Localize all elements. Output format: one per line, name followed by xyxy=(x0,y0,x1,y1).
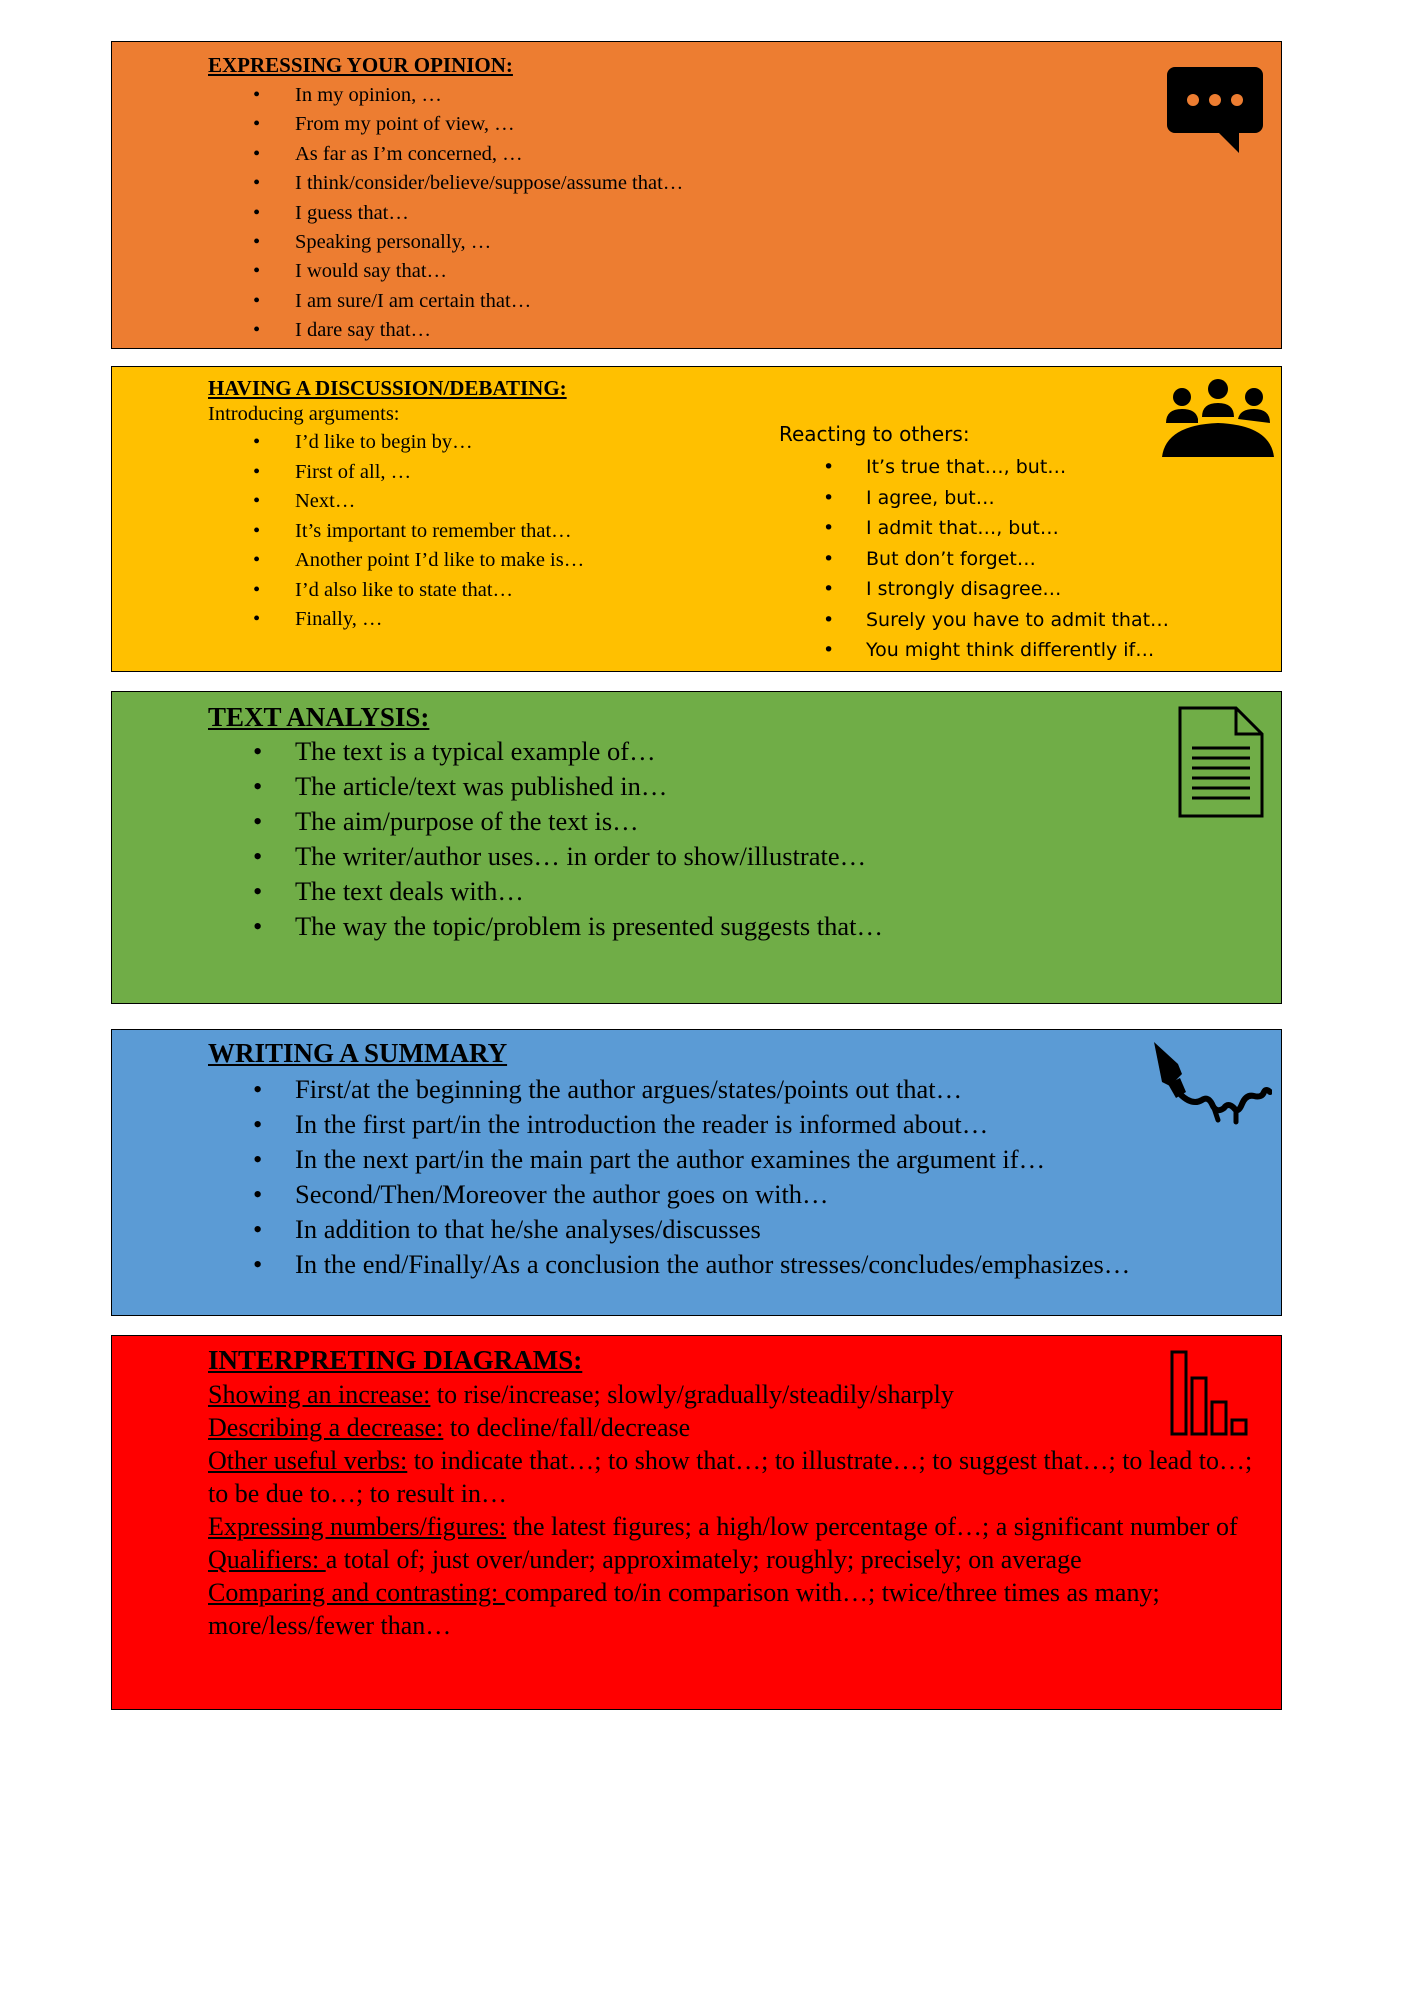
list-item: • It’s true that…, but… xyxy=(779,452,1169,483)
list-item: • First of all, … xyxy=(208,458,584,488)
list-item: • But don’t forget… xyxy=(779,544,1169,575)
text-analysis-section xyxy=(111,691,1282,1004)
diagram-phrase-line xyxy=(208,1444,1268,1510)
diagrams-title: INTERPRETING DIAGRAMS: xyxy=(208,1345,583,1375)
diagrams-lines xyxy=(208,1378,1268,1642)
opinion-section xyxy=(111,41,1282,349)
discussion-title: HAVING A DISCUSSION/DEBATING: xyxy=(208,376,567,400)
list-item: • I dare say that… xyxy=(208,316,683,345)
phrase-text: compared to/in comparison with…; twice/three times as many; more/less/fewer than… xyxy=(208,1578,1160,1640)
list-item: • The aim/purpose of the text is… xyxy=(208,804,883,839)
summary-list xyxy=(208,1072,1130,1282)
phrase-label: Other useful verbs: xyxy=(208,1446,408,1475)
list-item: • In addition to that he/she analyses/discusses xyxy=(208,1212,1130,1247)
opinion-list xyxy=(208,81,683,346)
diagram-phrase-line xyxy=(208,1543,1268,1576)
diagram-phrase-line xyxy=(208,1411,1268,1444)
list-item: • Another point I’d like to make is… xyxy=(208,546,584,576)
phrase-text: to rise/increase; slowly/gradually/steadily/sharply xyxy=(430,1380,954,1409)
people-meeting-icon xyxy=(1162,377,1274,457)
list-item: • First/at the beginning the author argues/states/points out that… xyxy=(208,1072,1130,1107)
list-item: • I guess that… xyxy=(208,199,683,228)
list-item: • In my opinion, … xyxy=(208,81,683,110)
list-item: • You might think differently if… xyxy=(779,635,1169,666)
list-item: • The writer/author uses… in order to show/illustrate… xyxy=(208,839,883,874)
text-analysis-list xyxy=(208,734,883,944)
introducing-arguments-list xyxy=(208,428,584,635)
text-analysis-title: TEXT ANALYSIS: xyxy=(208,702,430,732)
list-item: • As far as I’m concerned, … xyxy=(208,140,683,169)
list-item: • I am sure/I am certain that… xyxy=(208,287,683,316)
phrase-text: the latest figures; a high/low percentage of…; a significant number of xyxy=(506,1512,1238,1541)
list-item: • I admit that…, but… xyxy=(779,513,1169,544)
list-item: • It’s important to remember that… xyxy=(208,517,584,547)
list-item: • Second/Then/Moreover the author goes on with… xyxy=(208,1177,1130,1212)
list-item: • The text deals with… xyxy=(208,874,883,909)
list-item: • I would say that… xyxy=(208,257,683,286)
list-item: • Next… xyxy=(208,487,584,517)
list-item: • The article/text was published in… xyxy=(208,769,883,804)
fountain-pen-icon xyxy=(1152,1042,1272,1142)
document-icon xyxy=(1178,706,1264,818)
list-item: • From my point of view, … xyxy=(208,110,683,139)
summary-section xyxy=(111,1029,1282,1316)
diagram-phrase-line xyxy=(208,1510,1268,1543)
phrase-label: Describing a decrease: xyxy=(208,1413,444,1442)
opinion-title: EXPRESSING YOUR OPINION: xyxy=(208,53,513,77)
list-item: • Surely you have to admit that… xyxy=(779,605,1169,636)
list-item: • I’d like to begin by… xyxy=(208,428,584,458)
list-item: • In the next part/in the main part the author examines the argument if… xyxy=(208,1142,1130,1177)
phrase-label: Expressing numbers/figures: xyxy=(208,1512,507,1541)
diagrams-section xyxy=(111,1335,1282,1710)
list-item: • Finally, … xyxy=(208,605,584,635)
reacting-heading: Reacting to others: xyxy=(779,422,970,446)
list-item: • The way the topic/problem is presented suggests that… xyxy=(208,909,883,944)
phrase-text: a total of; just over/under; approximately; roughly; precisely; on average xyxy=(325,1545,1082,1574)
list-item: • In the end/Finally/As a conclusion the author stresses/concludes/emphasizes… xyxy=(208,1247,1130,1282)
summary-title: WRITING A SUMMARY xyxy=(208,1038,508,1068)
list-item: • Speaking personally, … xyxy=(208,228,683,257)
list-item: • I’d also like to state that… xyxy=(208,576,584,606)
phrase-text: to indicate that…; to show that…; to illustrate…; to suggest that…; to lead to…; to be due to…; to result in… xyxy=(208,1446,1253,1508)
phrase-label: Comparing and contrasting: xyxy=(208,1578,505,1607)
phrase-label: Showing an increase: xyxy=(208,1380,431,1409)
list-item: • In the first part/in the introduction the reader is informed about… xyxy=(208,1107,1130,1142)
reacting-list xyxy=(779,452,1169,666)
list-item: • The text is a typical example of… xyxy=(208,734,883,769)
phrase-text: to decline/fall/decrease xyxy=(443,1413,691,1442)
speech-bubble-icon xyxy=(1167,67,1263,155)
list-item: • I think/consider/believe/suppose/assume that… xyxy=(208,169,683,198)
list-item: • I agree, but… xyxy=(779,483,1169,514)
bar-chart-icon xyxy=(1170,1350,1256,1436)
introducing-arguments-heading: Introducing arguments: xyxy=(208,403,400,425)
list-item: • I strongly disagree… xyxy=(779,574,1169,605)
discussion-section xyxy=(111,366,1282,672)
diagram-phrase-line xyxy=(208,1378,1268,1411)
diagram-phrase-line xyxy=(208,1576,1268,1642)
phrase-label: Qualifiers: xyxy=(208,1545,326,1574)
